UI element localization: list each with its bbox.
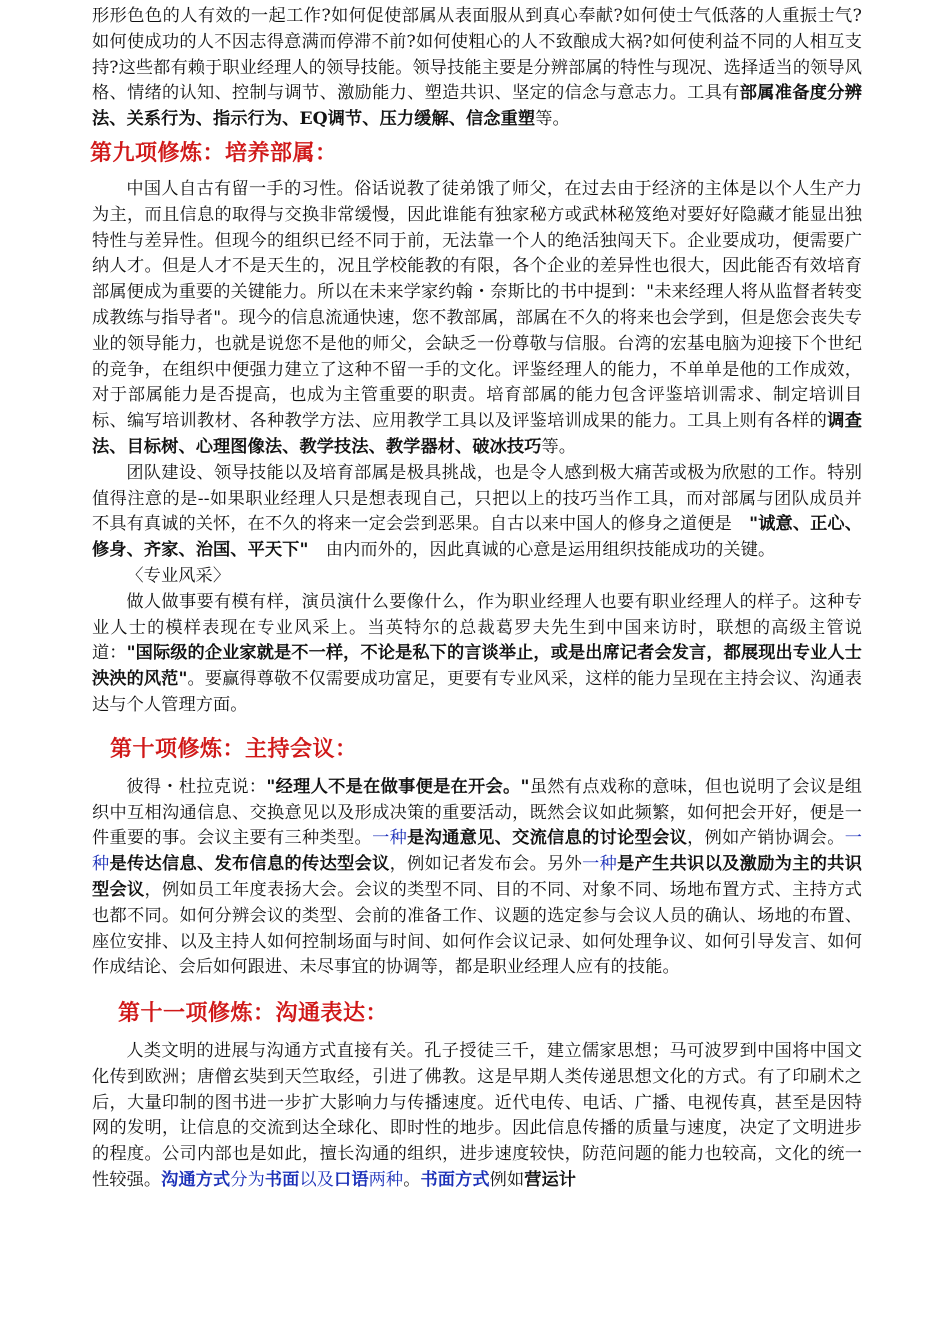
paragraph-hosting-meetings: [92, 775, 862, 981]
text: 。: [403, 1170, 421, 1191]
bold-meeting-type: 是产生共识以及激励为主的共识型会议: [92, 854, 862, 900]
section-heading-11: 第十一项修炼：沟通表达：: [118, 1001, 389, 1027]
blue-bold-keyword: 书面: [264, 1170, 300, 1191]
paragraph-leadership-skills: [92, 4, 862, 133]
bold-tools-list: 调查法、目标树、心理图像法、教学技法、教学器材、破冰技巧: [92, 411, 862, 457]
text: 人类文明的进展与沟通方式直接有关。孔子授徒三千，建立儒家思想；马可波罗到中国将中国文化传到欧洲；唐僧玄奘到天竺取经，引进了佛教。这是早期人类传递思想文化的方式。有了印刷术之后，大量印制的图书进一步扩大影响力与传播速度。近代电传、电话、广播、电视传真，甚至是因特网的发明，让信息的交流到达全球化、即时性的地步。因此信息传播的质量与速度，决定了文明进步的程度。公司内部也是如此，擅长沟通的组织，进步速度较快，防范问题的能力也较高，文化的统一性较强。: [92, 1041, 862, 1191]
blue-bold-keyword: 口语: [334, 1170, 369, 1191]
blue-bold-keyword: 书面方式: [420, 1170, 490, 1191]
blue-keyword: 分为: [230, 1170, 265, 1191]
blue-bold-keyword: 沟通方式: [161, 1170, 231, 1191]
blue-keyword: 一种: [92, 828, 863, 875]
text: ，例如员工年度表扬大会。会议的类型不同、目的不同、对象不同、场地布置方式、主持方式也都不同。如何分辨会议的类型、会前的准备工作、议题的选定参与会议人员的确认、场地的布置、座位安排、以及主持人如何控制场面与时间、如何作会议记录、如何处理争议、如何引导发言、如何作成结论、会后如何跟进、未尽事宜的协调等，都是职业经理人应有的技能。: [92, 879, 862, 978]
text-end: 。要赢得尊敬不仅需要成功富足，更要有专业风采，这样的能力呈现在主持会议、沟通表达与个人管理方面。: [92, 669, 862, 715]
paragraph-train-subordinates: [92, 177, 862, 461]
bold-keyword: 营运计: [524, 1170, 577, 1191]
bold-quote: "诚意、正心、修身、齐家、治国、平天下": [92, 514, 862, 561]
text-end: 等。: [535, 109, 570, 130]
text-end: 由内而外的，因此真诚的心意是运用组织技能成功的关键。: [308, 540, 776, 561]
blue-keyword: 一种: [372, 828, 408, 849]
text: 彼得・杜拉克说：: [126, 776, 267, 797]
bold-tools-list: 部属准备度分辨法、关系行为、指示行为、EQ调节、压力缓解、信念重塑: [92, 83, 863, 130]
section-heading-10: 第十项修炼：主持会议：: [110, 736, 358, 762]
text: 中国人自古有留一手的习性。俗话说教了徒弟饿了师父，在过去由于经济的主体是以个人生产力为主，而且信息的取得与交换非常缓慢，因此谁能有独家秘方或武林秘笈绝对要好好隐藏才能显出独特性与差异性。但现今的组织已经不同于前，无法靠一个人的绝活独闯天下。企业要成功，便需要广纳人才。但是人才不是天生的，况且学校能教的有限，各个企业的差异性也很大，因此能否有效培育部属便成为重要的关键能力。所以在未来学家约翰・奈斯比的书中提到："未来经理人将从监督者转变成教练与指导者"。现今的信息流通快速，您不教部属，部属在不久的将来也会学到，但是您会丧失专业的领导能力，也就是说您不是他的师父，会缺乏一份尊敬与信服。台湾的宏基电脑为迎接下个世纪的竞争，在组织中便强力建立了这种不留一手的文化。评鉴经理人的能力，不单单是他的工作成效，对于部属能力是否提高，也成为主管重要的职责。培育部属的能力包含评鉴培训需求、制定培训目标、编写培训教材、各种教学方法、应用教学工具以及评鉴培训成果的能力。工具上则有各样的: [92, 178, 862, 432]
bold-meeting-type: 是传达信息、发布信息的传达型会议: [109, 854, 390, 875]
subsection-tag: 〈专业风采〉: [126, 565, 231, 586]
blue-keyword: 以及: [299, 1170, 335, 1191]
paragraph-communication: [92, 1039, 862, 1194]
bold-quote: "国际级的企业家就是不一样，不论是私下的言谈举止，或是出席记者会发言，都展现出专业人士泱泱的风范": [92, 643, 862, 690]
bold-quote: "经理人不是在做事便是在开会。": [266, 776, 530, 797]
text: ，例如记者发布会。另外: [389, 854, 583, 875]
text: 例如: [489, 1170, 525, 1191]
text: ，例如产销协调会。: [687, 828, 845, 849]
text: 团队建设、领导技能以及培育部属是极具挑战，也是令人感到极大痛苦或极为欣慰的工作。特别值得注意的是--如果职业经理人只是想表现自己，只把以上的技巧当作工具，而对部属与团队成员并不具有真诚的关怀，在不久的将来一定会尝到恶果。自古以来中国人的修身之道便是: [92, 462, 862, 535]
bold-meeting-type: 是沟通意见、交流信息的讨论型会议: [407, 828, 688, 849]
text-end: 等。: [541, 436, 577, 457]
text: 做人做事要有模有样，演员演什么要像什么，作为职业经理人也要有职业经理人的样子。这种专业人士的模样表现在专业风采上。当英特尔的总裁葛罗夫先生到中国来访时，联想的高级主管说道：: [92, 591, 862, 664]
section-heading-9: 第九项修炼：培养部属：: [90, 140, 338, 166]
blue-keyword: 一种: [582, 854, 618, 875]
paragraph-professional-style: [92, 590, 862, 719]
text: 形形色色的人有效的一起工作?如何促使部属从表面服从到真心奉献?如何使士气低落的人重振士气?如何使成功的人不因志得意满而停滞不前?如何使粗心的人不致酿成大祸?如何使利益不同的人相互支持?这些都有赖于职业经理人的领导技能。领导技能主要是分辨部属的特性与现况、选择适当的领导风格、情绪的认知、控制与调节、激励能力、塑造共识、坚定的信念与意志力。工具有: [92, 6, 862, 104]
blue-keyword: 两种: [368, 1170, 404, 1191]
paragraph-team-building: [92, 461, 862, 564]
text: 虽然有点戏称的意味，但也说明了会议是组织中互相沟通信息、交换意见以及形成决策的重要活动，既然会议如此频繁，如何把会开好，便是一件重要的事。会议主要有三种类型。: [92, 776, 863, 849]
